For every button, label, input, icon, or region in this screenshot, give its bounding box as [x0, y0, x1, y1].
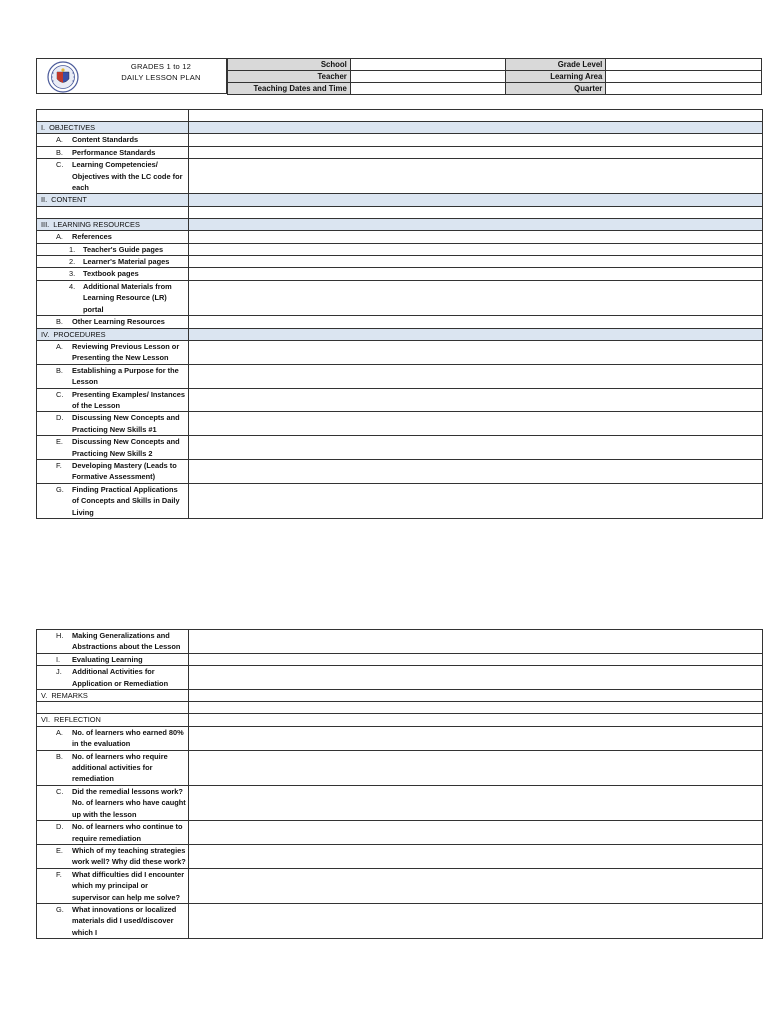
row-label-text: Did the remedial lessons work? No. of learners who have caught up with the lesson [72, 786, 186, 819]
row-label-text: REMARKS [51, 691, 88, 701]
blank-label-cell [37, 702, 189, 714]
entry-cell[interactable] [189, 388, 763, 412]
row-label-text: Additional Materials from Learning Resource (LR) portal [83, 281, 172, 314]
entry-cell[interactable] [189, 653, 763, 665]
entry-cell[interactable] [189, 714, 763, 726]
row-number: I. [56, 654, 61, 664]
item-row [37, 134, 763, 146]
entry-cell[interactable] [189, 903, 763, 938]
grade-level-field[interactable] [606, 59, 762, 71]
row-number: G. [56, 484, 64, 494]
entry-cell[interactable] [189, 868, 763, 903]
row-label-cell [37, 218, 189, 230]
row-number: J. [56, 667, 62, 677]
entry-cell[interactable] [189, 630, 763, 654]
section-row [37, 218, 763, 230]
entry-cell[interactable] [189, 268, 763, 280]
section-row [37, 194, 763, 206]
row-label-cell [37, 653, 189, 665]
row-number: F. [56, 869, 62, 879]
row-number: VI. [41, 715, 51, 725]
entry-cell[interactable] [189, 702, 763, 714]
row-label-cell [37, 159, 189, 194]
blank-row [37, 702, 763, 714]
item-row [37, 268, 763, 280]
blank-label-cell [37, 206, 189, 218]
header-title-line2: DAILY LESSON PLAN [121, 73, 201, 82]
teaching-dates-field[interactable] [350, 83, 506, 95]
learning-area-field[interactable] [606, 71, 762, 83]
entry-cell[interactable] [189, 146, 763, 158]
row-label-cell [37, 726, 189, 750]
row-label [39, 821, 186, 844]
row-label-cell [37, 690, 189, 702]
lesson-plan-header [36, 58, 762, 95]
item-row [37, 844, 763, 868]
item-row [37, 388, 763, 412]
entry-cell[interactable] [189, 122, 763, 134]
row-label [39, 690, 186, 701]
header-row [228, 83, 762, 95]
row-label-cell [37, 436, 189, 460]
row-number: B. [56, 147, 63, 157]
row-label-cell [37, 821, 189, 845]
row-label-cell [37, 194, 189, 206]
grade-level-label: Grade Level [506, 59, 606, 71]
row-label-text: Finding Practical Applications of Concepts and Skills in Daily Living [72, 484, 180, 517]
row-label-text: Performance Standards [72, 147, 156, 157]
row-label [39, 365, 186, 388]
row-number: B. [56, 317, 63, 327]
blank-row [37, 206, 763, 218]
row-label-text: Textbook pages [83, 269, 139, 279]
school-field[interactable] [350, 59, 506, 71]
entry-cell[interactable] [189, 328, 763, 340]
row-label-text: Which of my teaching strategies work well? Why did these work? [72, 845, 186, 867]
row-number: G. [56, 904, 64, 914]
row-label-text: No. of learners who earned 80% in the evaluation [72, 727, 184, 749]
entry-cell[interactable] [189, 364, 763, 388]
row-label [39, 159, 186, 193]
teacher-label: Teacher [228, 71, 351, 83]
quarter-label: Quarter [506, 83, 606, 95]
row-label-cell [37, 412, 189, 436]
row-label-text: Additional Activities for Application or Remediation [72, 667, 169, 688]
row-label-cell [37, 868, 189, 903]
row-number: IV. [41, 329, 50, 339]
row-number: C. [56, 160, 64, 170]
entry-cell[interactable] [189, 194, 763, 206]
row-label [39, 194, 186, 205]
header-fields-table [227, 58, 762, 95]
item-row [37, 316, 763, 328]
section-row [37, 122, 763, 134]
item-row [37, 785, 763, 820]
row-label-cell [37, 256, 189, 268]
row-number: A. [56, 232, 63, 242]
row-label-text: No. of learners who require additional activities for remediation [72, 751, 168, 784]
lesson-plan-table-page1 [36, 109, 763, 519]
row-label-text: CONTENT [51, 195, 87, 205]
entry-cell[interactable] [189, 750, 763, 785]
row-number: H. [56, 631, 64, 640]
row-label [39, 630, 186, 653]
row-number: 3. [69, 269, 76, 279]
teaching-dates-label: Teaching Dates and Time [228, 83, 351, 95]
header-title [97, 61, 225, 83]
row-label-text: Learner's Material pages [83, 257, 170, 267]
blank-label-cell [37, 110, 189, 122]
item-row [37, 436, 763, 460]
row-label-text: OBJECTIVES [49, 123, 96, 132]
row-label-text: Discussing New Concepts and Practicing New Skills 2 [72, 437, 180, 458]
row-label [39, 751, 186, 785]
row-label-cell [37, 268, 189, 280]
entry-cell[interactable] [189, 785, 763, 820]
row-label-cell [37, 714, 189, 726]
row-number: A. [56, 135, 63, 145]
item-row [37, 256, 763, 268]
row-label-text: Content Standards [72, 135, 139, 145]
row-label [39, 727, 186, 750]
row-label [39, 281, 186, 315]
row-label-cell [37, 750, 189, 785]
entry-cell[interactable] [189, 844, 763, 868]
row-number: F. [56, 460, 62, 470]
row-label [39, 460, 186, 483]
row-number: 1. [69, 244, 76, 254]
entry-cell[interactable] [189, 256, 763, 268]
entry-cell[interactable] [189, 218, 763, 230]
deped-seal-icon [47, 61, 79, 93]
entry-cell[interactable] [189, 280, 763, 315]
entry-cell[interactable] [189, 231, 763, 243]
item-row [37, 666, 763, 690]
row-label [39, 122, 186, 133]
item-row [37, 726, 763, 750]
row-label-text: LEARNING RESOURCES [53, 219, 140, 229]
row-label-cell [37, 340, 189, 364]
item-row [37, 653, 763, 665]
row-label [39, 904, 186, 938]
row-label-text: Reviewing Previous Lesson or Presenting the New Lesson [72, 341, 180, 363]
row-number: A. [56, 341, 63, 351]
row-label-cell [37, 666, 189, 690]
item-row [37, 231, 763, 243]
row-number: E. [56, 845, 63, 855]
teacher-field[interactable] [350, 71, 506, 83]
row-number: A. [56, 727, 63, 737]
row-label-cell [37, 903, 189, 938]
row-label-cell [37, 388, 189, 412]
entry-cell[interactable] [189, 436, 763, 460]
item-row [37, 483, 763, 518]
section-row [37, 714, 763, 726]
row-label-text: No. of learners who continue to require remediation [72, 822, 183, 843]
row-label [39, 436, 186, 459]
row-label-cell [37, 630, 189, 654]
entry-cell[interactable] [189, 690, 763, 702]
row-label [39, 869, 186, 903]
row-number: V. [41, 691, 48, 701]
row-label-cell [37, 459, 189, 483]
entry-cell[interactable] [189, 110, 763, 122]
row-label [39, 134, 186, 145]
item-row [37, 821, 763, 845]
row-label-cell [37, 243, 189, 255]
item-row [37, 868, 763, 903]
row-label [39, 268, 186, 279]
row-label-cell [37, 844, 189, 868]
row-label-cell [37, 146, 189, 158]
row-label [39, 316, 186, 327]
section-row [37, 690, 763, 702]
header-title-box [36, 58, 227, 94]
item-row [37, 280, 763, 315]
row-label-text: Other Learning Resources [72, 317, 165, 327]
row-label-text: What difficulties did I encounter which my principal or supervisor can help me solve? [72, 869, 185, 902]
row-label [39, 845, 186, 868]
row-label-cell [37, 316, 189, 328]
row-label-cell [37, 483, 189, 518]
entry-cell[interactable] [189, 134, 763, 146]
learning-area-label: Learning Area [506, 71, 606, 83]
row-label [39, 654, 186, 665]
row-label [39, 219, 186, 230]
blank-row [37, 110, 763, 122]
row-number: C. [56, 389, 64, 399]
row-label-text: Establishing a Purpose for the Lesson [72, 365, 179, 387]
row-label-text: Discussing New Concepts and Practicing New Skills #1 [72, 413, 180, 434]
entry-cell[interactable] [189, 821, 763, 845]
entry-cell[interactable] [189, 340, 763, 364]
row-number: II. [41, 195, 48, 205]
row-label [39, 389, 186, 412]
row-number: D. [56, 822, 64, 832]
row-label-text: Presenting Examples/ Instances of the Lesson [72, 389, 185, 410]
row-number: D. [56, 413, 64, 423]
row-label-cell [37, 785, 189, 820]
row-label-text: Developing Mastery (Leads to Formative Assessment) [72, 460, 177, 482]
header-row [228, 59, 762, 71]
entry-cell[interactable] [189, 666, 763, 690]
section-row [37, 328, 763, 340]
row-label [39, 341, 186, 364]
row-label-text: What innovations or localized materials did I used/discover which I [72, 904, 177, 937]
row-label [39, 244, 186, 255]
item-row [37, 412, 763, 436]
row-label-text: Teacher's Guide pages [83, 244, 164, 254]
quarter-field[interactable] [606, 83, 762, 95]
row-label-cell [37, 328, 189, 340]
row-label-cell [37, 231, 189, 243]
row-number: E. [56, 437, 63, 447]
row-label [39, 666, 186, 689]
school-label: School [228, 59, 351, 71]
row-label [39, 256, 186, 267]
row-number: III. [41, 219, 50, 229]
row-label-text: Evaluating Learning [72, 654, 143, 664]
row-label-cell [37, 364, 189, 388]
row-label [39, 714, 186, 725]
row-label-cell [37, 122, 189, 134]
entry-cell[interactable] [189, 316, 763, 328]
item-row [37, 459, 763, 483]
row-label [39, 231, 186, 242]
row-number: C. [56, 786, 64, 796]
item-row [37, 159, 763, 194]
row-label-text: Learning Competencies/ Objectives with the LC code for each [72, 160, 183, 193]
row-label [39, 484, 186, 518]
item-row [37, 243, 763, 255]
entry-cell[interactable] [189, 206, 763, 218]
item-row [37, 146, 763, 158]
row-label [39, 329, 186, 340]
entry-cell[interactable] [189, 243, 763, 255]
row-label-text: PROCEDURES [53, 329, 106, 339]
row-label-text: References [72, 232, 112, 242]
row-number: I. [41, 123, 46, 132]
entry-cell[interactable] [189, 726, 763, 750]
row-label [39, 412, 186, 435]
row-label-text: Making Generalizations and Abstractions about the Lesson [72, 631, 181, 652]
row-number: 4. [69, 281, 76, 291]
header-title-line1: GRADES 1 to 12 [130, 62, 192, 71]
row-number: B. [56, 751, 63, 761]
entry-cell[interactable] [189, 159, 763, 194]
entry-cell[interactable] [189, 459, 763, 483]
row-number: B. [56, 365, 63, 375]
item-row [37, 340, 763, 364]
lesson-plan-table-page2 [36, 629, 763, 939]
entry-cell[interactable] [189, 483, 763, 518]
row-label [39, 786, 186, 820]
item-row [37, 750, 763, 785]
row-label-text: REFLECTION [54, 715, 101, 725]
row-label-cell [37, 280, 189, 315]
row-label-cell [37, 134, 189, 146]
row-label [39, 147, 186, 158]
item-row [37, 364, 763, 388]
entry-cell[interactable] [189, 412, 763, 436]
header-row [228, 71, 762, 83]
row-number: 2. [69, 257, 76, 267]
item-row [37, 903, 763, 938]
item-row [37, 630, 763, 654]
